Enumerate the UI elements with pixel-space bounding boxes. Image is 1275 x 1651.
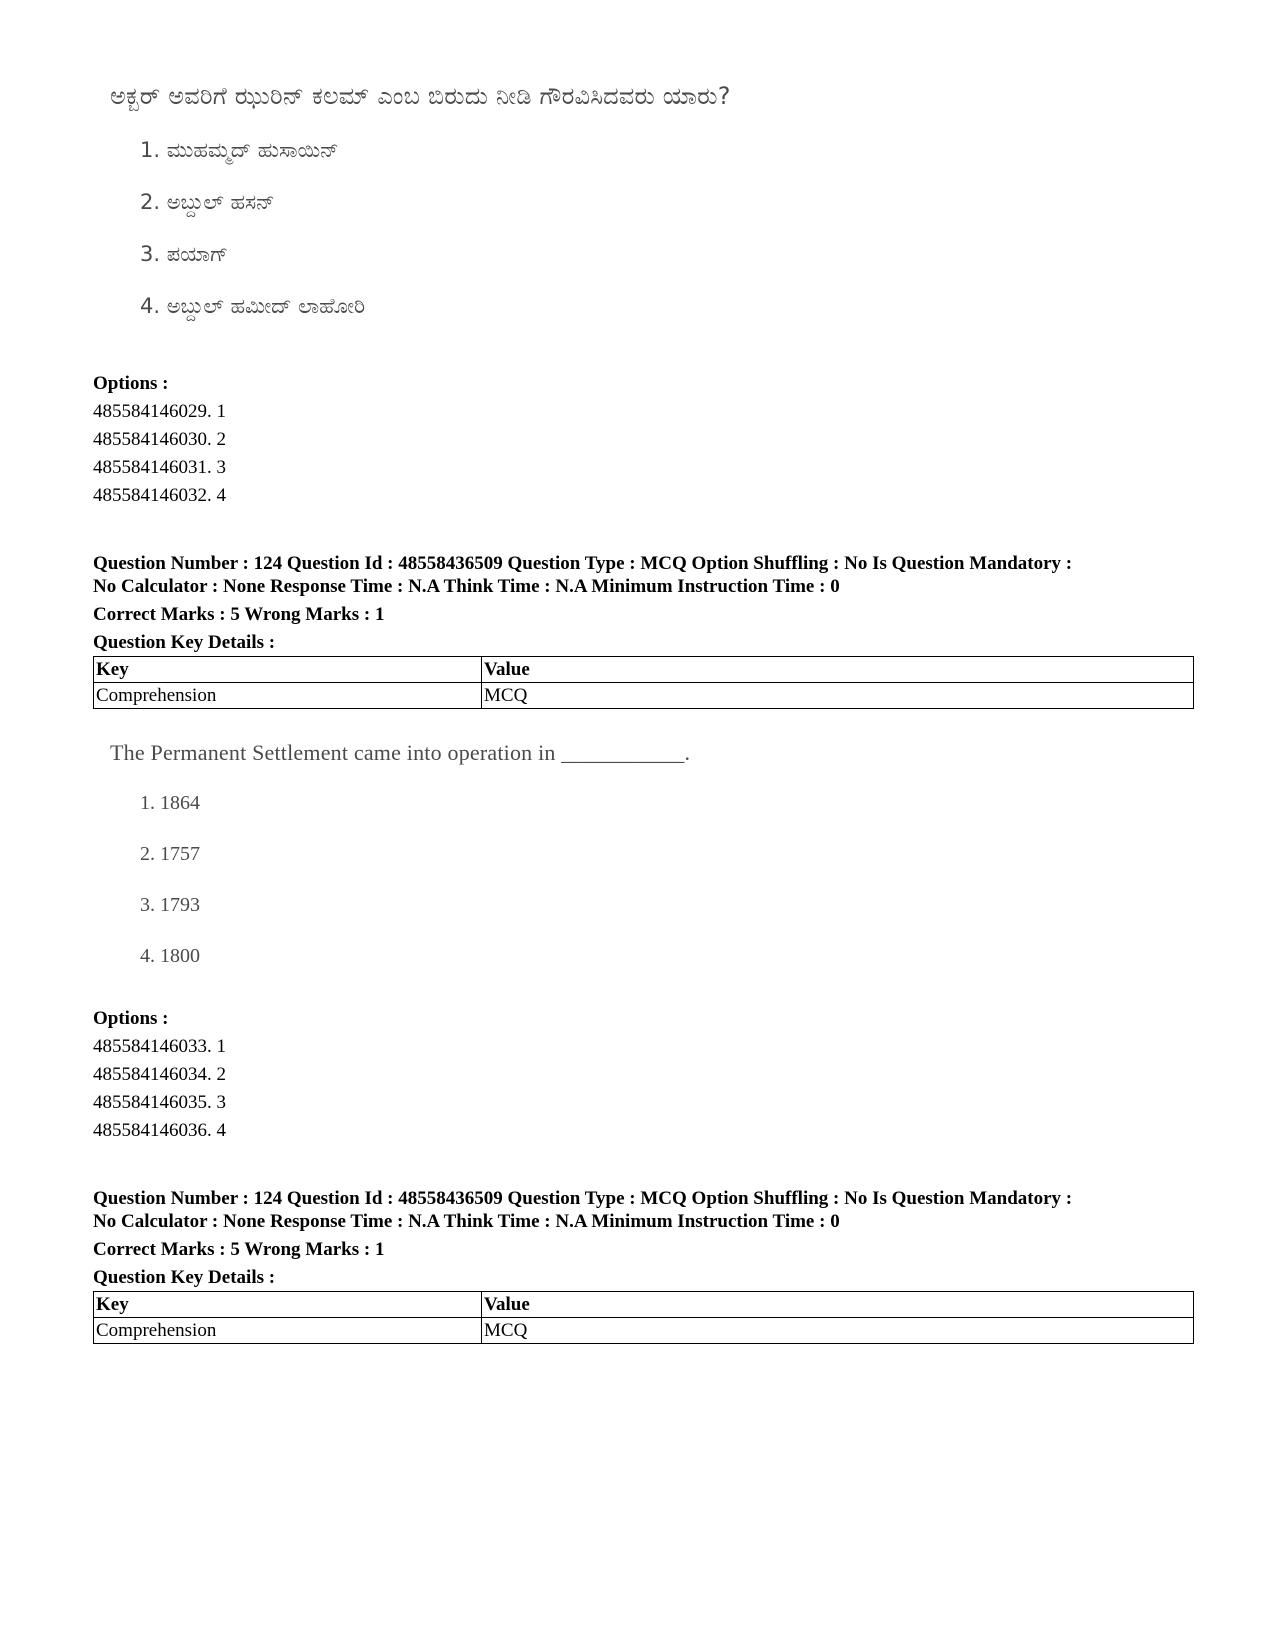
question-meta [93,1187,1193,1344]
question-meta-line: No Calculator : None Response Time : N.A Think Time : N.A Minimum Instruction Time : 0 [93,576,840,597]
option-id: 485584146035. 3 [93,1092,226,1113]
option-id: 485584146036. 4 [93,1120,226,1141]
question-option: 3. 1793 [140,894,200,916]
option-id: 485584146034. 2 [93,1064,226,1085]
table-header-row [94,657,1194,683]
table-row [94,683,1194,709]
options-block [93,1005,1193,1145]
question-stem: ಅಕ್ಬರ್ ಅವರಿಗೆ ಝುರಿನ್ ಕಲಮ್ ಎಂಬ ಬಿರುದು ನೀಡಿ ಗೌರವಿಸಿದವರು ಯಾರು? [110,82,731,110]
question-option: 2. 1757 [140,843,200,865]
key-details-label: Question Key Details : [93,632,276,653]
table-cell: MCQ [482,1318,1194,1344]
key-details-table [93,656,1194,709]
option-id: 485584146029. 1 [93,401,226,422]
table-header-cell: Key [94,1292,482,1318]
table-header-cell: Value [482,657,1194,683]
question-option: 2. ಅಬ್ದುಲ್ ಹಸನ್ [140,190,275,214]
question-image-english [110,740,1010,968]
option-id: 485584146031. 3 [93,457,226,478]
table-header-cell: Value [482,1292,1194,1318]
question-meta-line: Question Number : 124 Question Id : 48558436509 Question Type : MCQ Option Shuffling : No Is Question Mandatory : [93,553,1073,574]
option-id: 485584146032. 4 [93,485,226,506]
table-header-row [94,1292,1194,1318]
question-option: 4. 1800 [140,945,200,967]
question-image-kannada [110,82,1010,319]
question-option: 1. 1864 [140,792,200,814]
table-cell: Comprehension [94,683,482,709]
table-row [94,1318,1194,1344]
question-option: 4. ಅಬ್ದುಲ್ ಹಮೀದ್ ಲಾಹೋರಿ [140,294,366,318]
question-meta-line: Question Number : 124 Question Id : 48558436509 Question Type : MCQ Option Shuffling : No Is Question Mandatory : [93,1188,1073,1209]
options-label: Options : [93,373,169,394]
question-meta-line: No Calculator : None Response Time : N.A Think Time : N.A Minimum Instruction Time : 0 [93,1211,840,1232]
table-header-cell: Key [94,657,482,683]
question-option: 1. ಮುಹಮ್ಮದ್ ಹುಸಾಯಿನ್ [140,138,339,162]
marks-line: Correct Marks : 5 Wrong Marks : 1 [93,1239,385,1260]
options-label: Options : [93,1008,169,1029]
question-meta [93,552,1193,709]
option-id: 485584146030. 2 [93,429,226,450]
question-option: 3. ಪಯಾಗ್ [140,242,229,266]
table-cell: MCQ [482,683,1194,709]
options-block [93,370,1193,510]
table-cell: Comprehension [94,1318,482,1344]
marks-line: Correct Marks : 5 Wrong Marks : 1 [93,604,385,625]
option-id: 485584146033. 1 [93,1036,226,1057]
question-stem: The Permanent Settlement came into operation in ___________. [110,740,691,765]
key-details-label: Question Key Details : [93,1267,276,1288]
key-details-table [93,1291,1194,1344]
